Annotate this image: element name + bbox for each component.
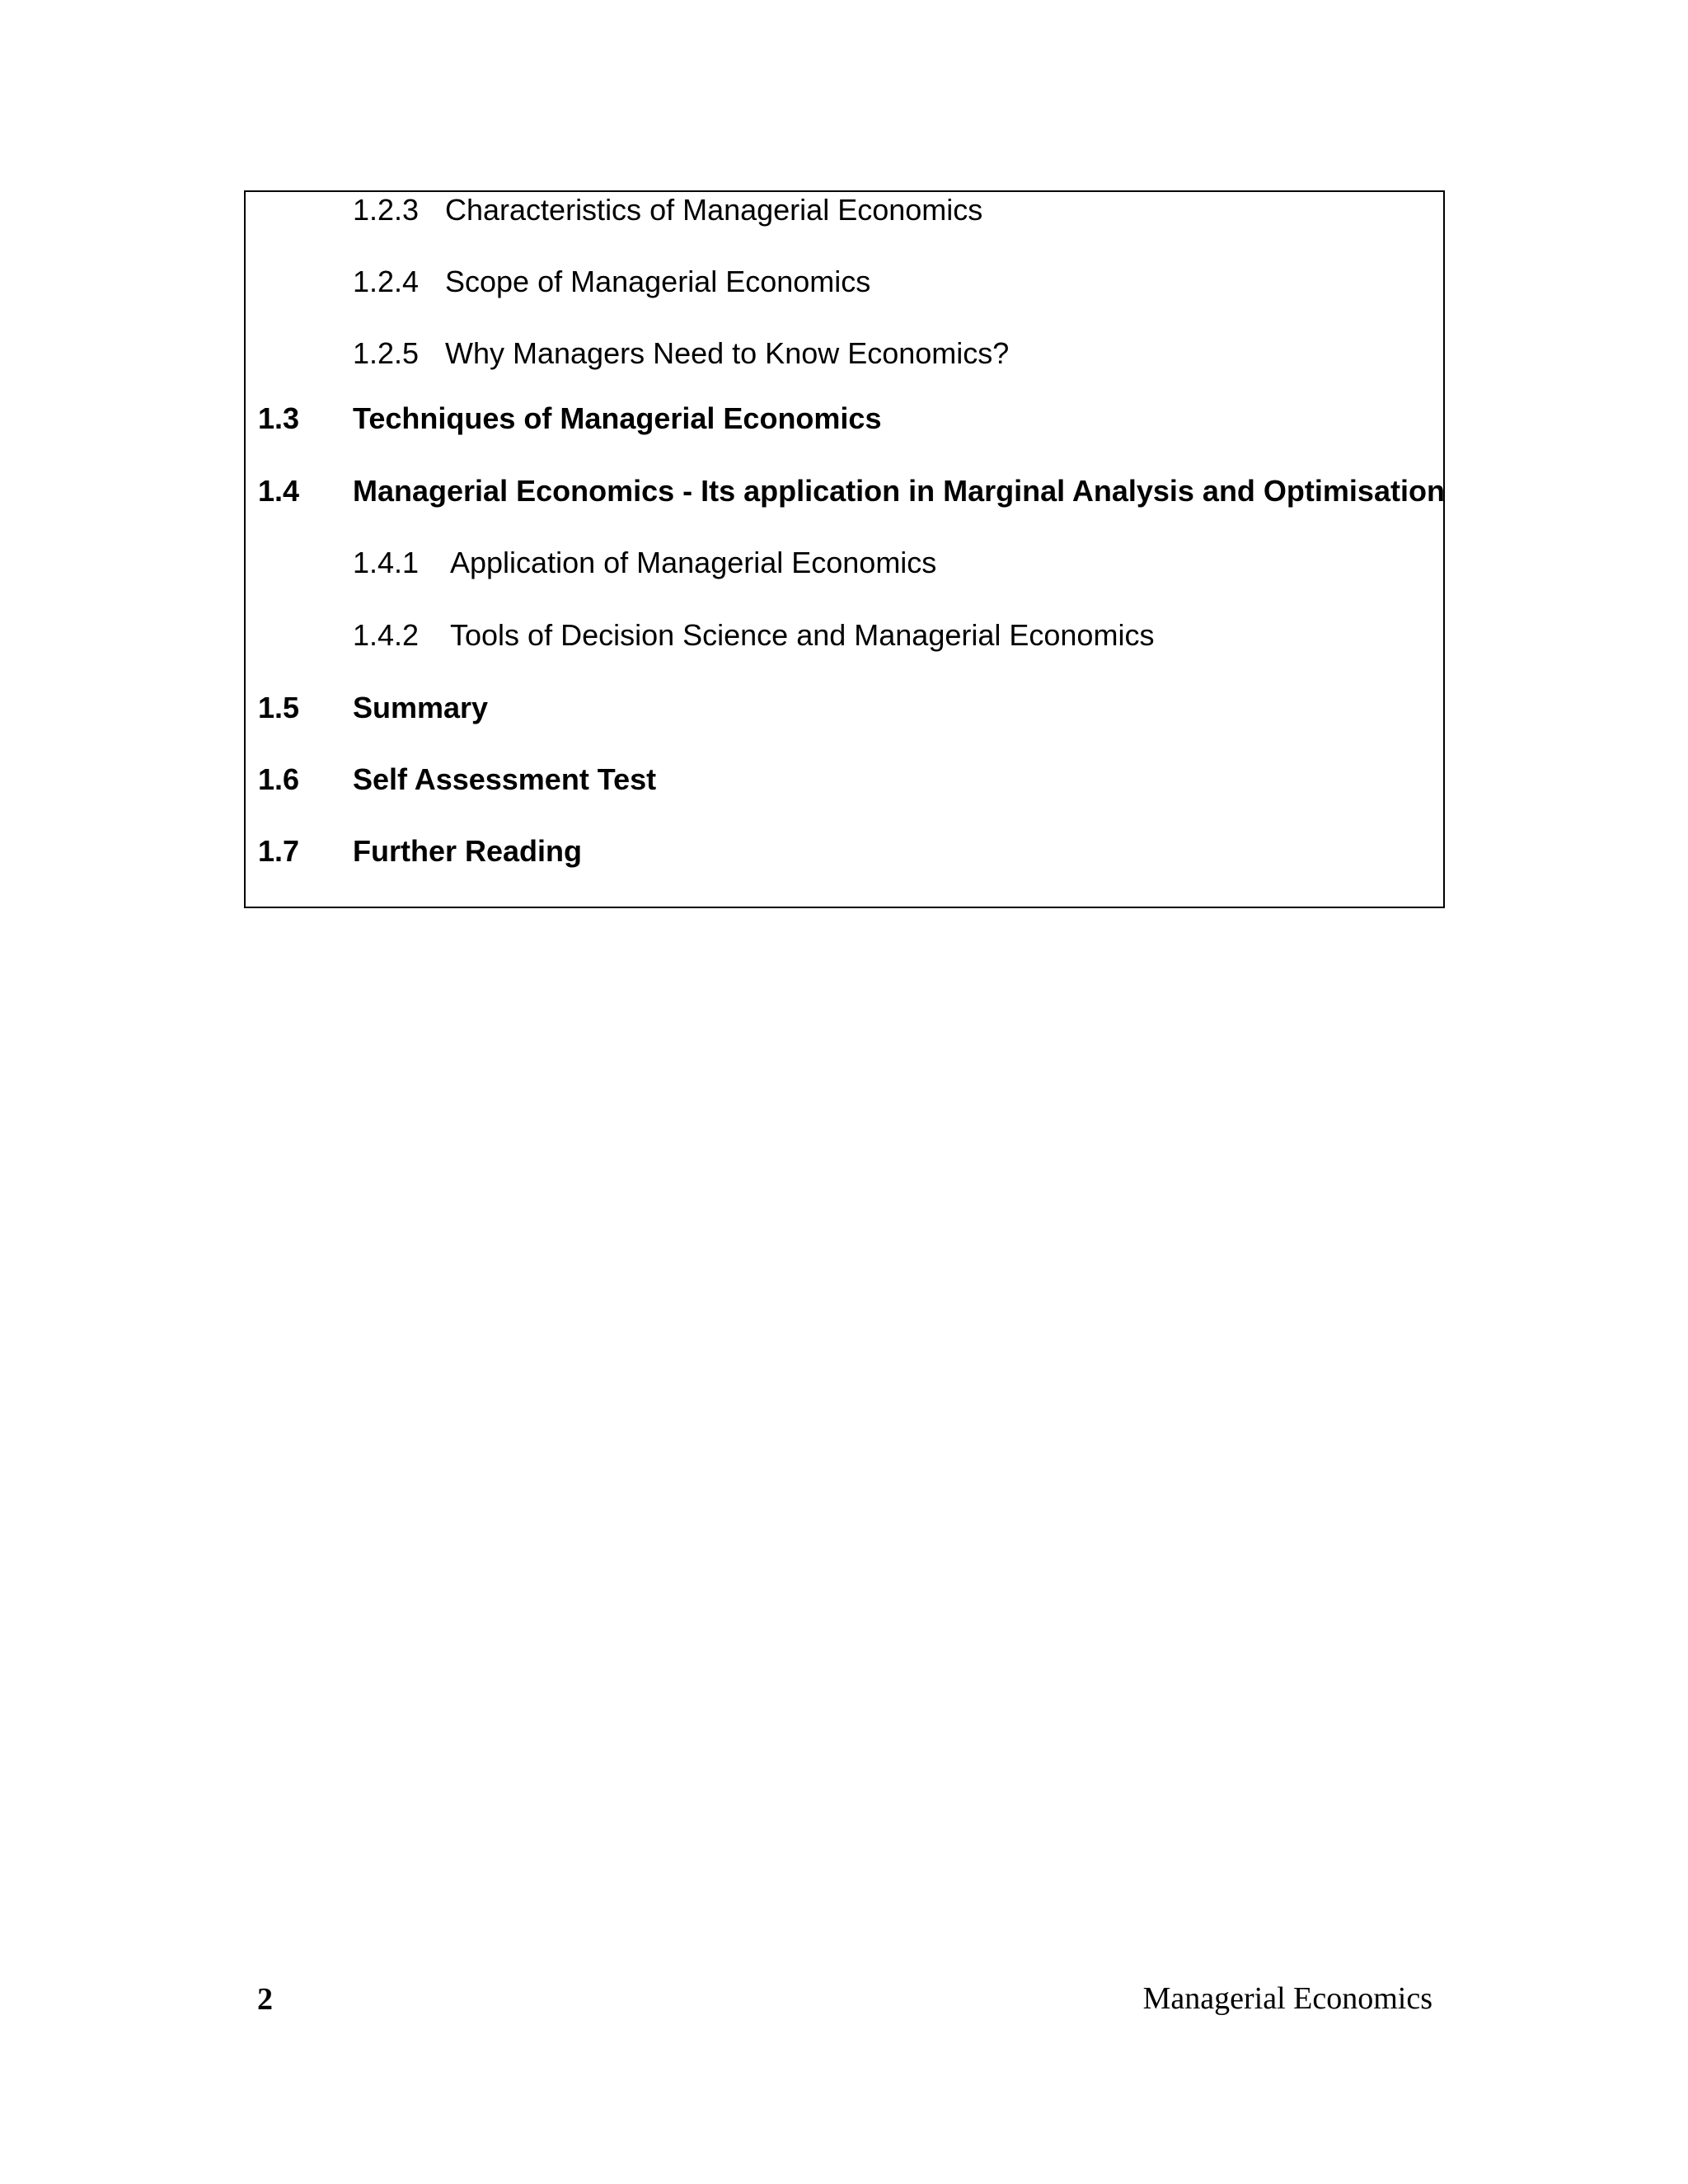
toc-item-number: 1.2.5 (353, 336, 420, 370)
toc-item-number: 1.7 (258, 834, 300, 868)
toc-item-title: Managerial Economics - Its application in Marginal Analysis and Optimisation (353, 474, 1445, 508)
toc-item-number: 1.6 (258, 762, 300, 796)
toc-item-title: Self Assessment Test (353, 762, 657, 796)
page-number: 2 (257, 1982, 273, 2017)
toc-item-title: Why Managers Need to Know Economics? (445, 336, 1010, 370)
toc-item-number: 1.4 (258, 474, 300, 508)
toc-item-title: Summary (353, 691, 489, 724)
toc-item-number: 1.3 (258, 401, 300, 435)
toc-item-number: 1.2.4 (353, 265, 420, 298)
running-footer-title: Managerial Economics (1142, 1981, 1432, 2016)
toc-item-number: 1.5 (258, 691, 300, 724)
toc-item-title: Scope of Managerial Economics (445, 265, 871, 298)
toc-item-title: Characteristics of Managerial Economics (445, 193, 983, 227)
toc-item-number: 1.2.3 (353, 193, 420, 227)
toc-item-number: 1.4.1 (353, 546, 420, 579)
toc-item-title: Application of Managerial Economics (450, 546, 937, 579)
toc-item-title: Tools of Decision Science and Managerial Economics (450, 618, 1155, 652)
toc-item-title: Further Reading (353, 834, 583, 868)
toc-item-number: 1.4.2 (353, 618, 420, 652)
toc-item-title: Techniques of Managerial Economics (353, 401, 882, 435)
